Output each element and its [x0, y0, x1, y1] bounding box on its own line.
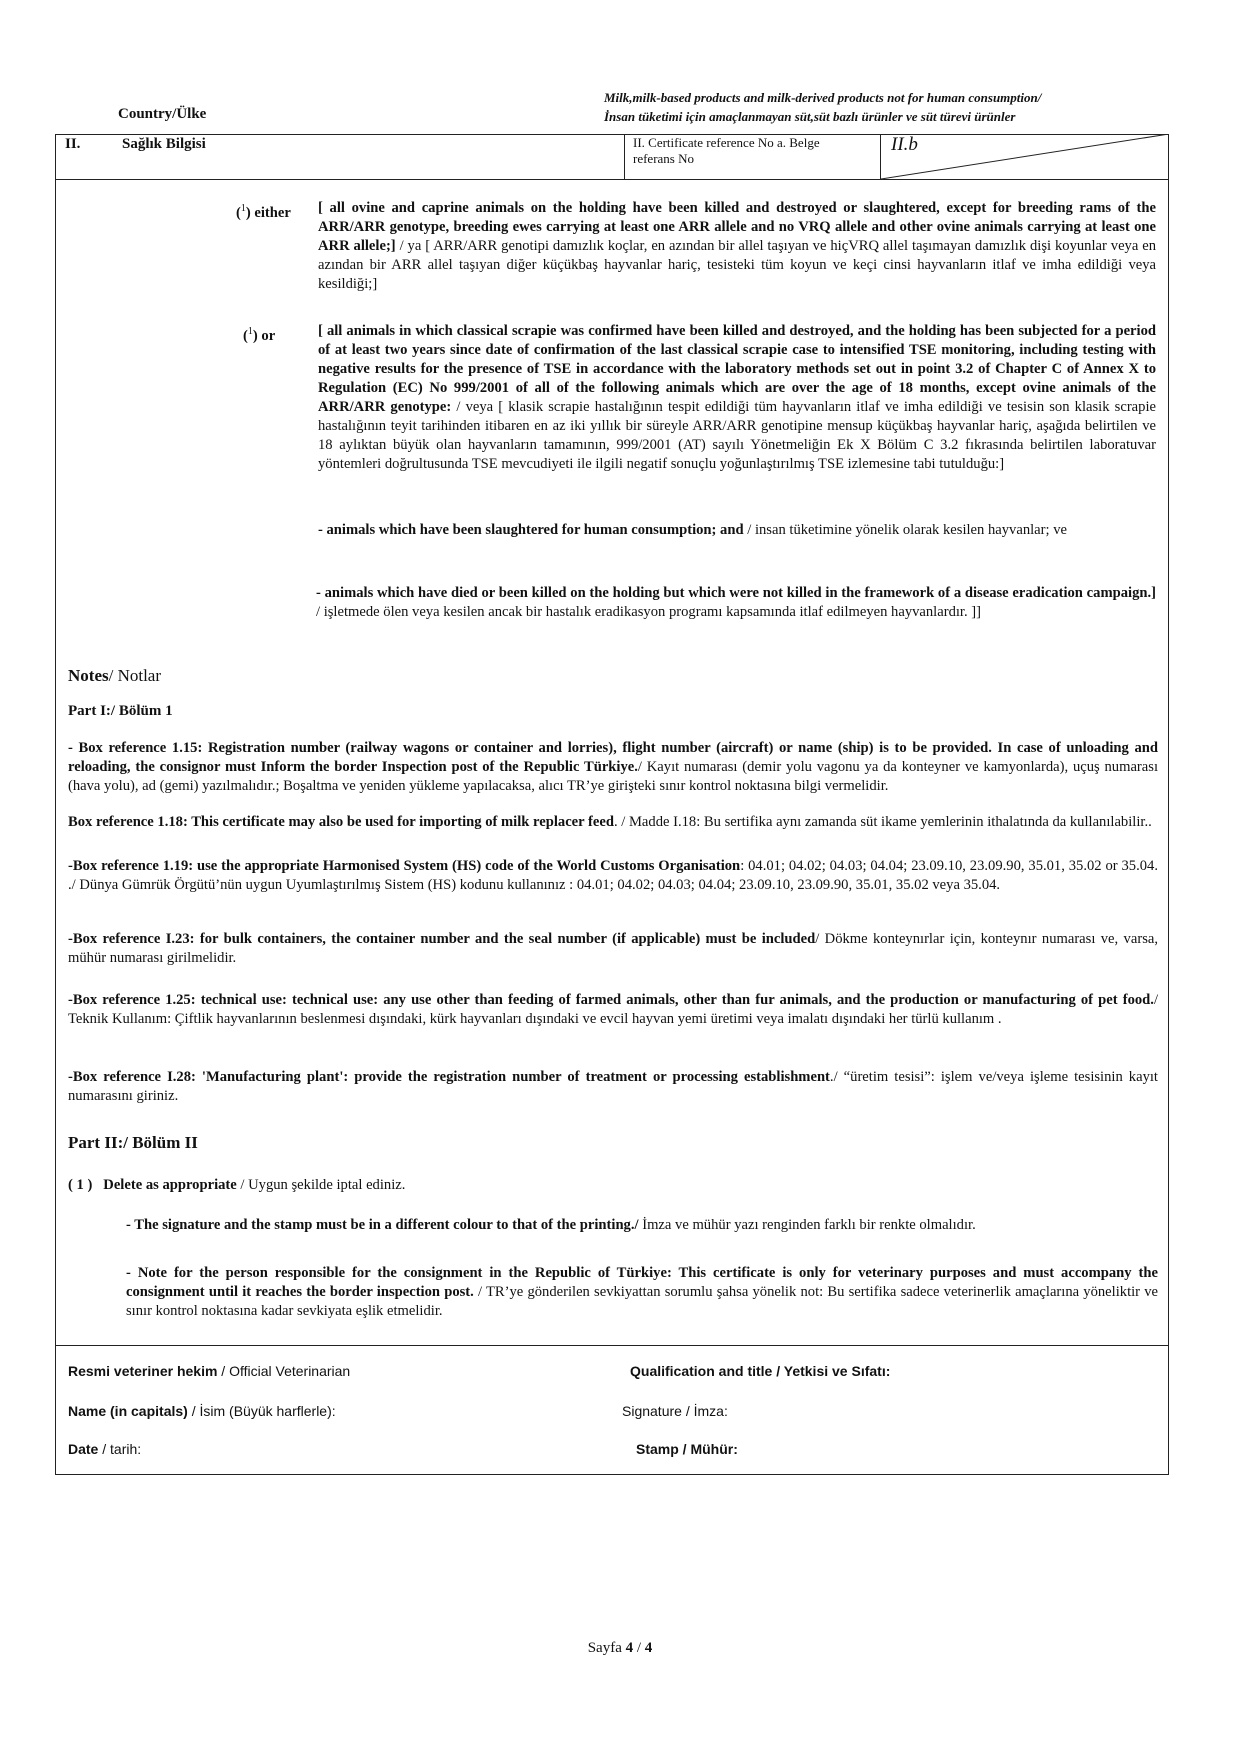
footnote-delete: ( 1 ) Delete as appropriate / Uygun şekilde iptal ediniz. [68, 1177, 406, 1193]
note-box-1-15: - Box reference 1.15: Registration number (railway wagons or container and lorries), flight number (aircraft) or name (ship) is to be provided. In case of unloading and reloading, the consignor must Inform the border Inspection post of the Republic Türkiye./ Kayıt numarası (demir yolu vagonu ya da konteyner ve kamyonlarda), uçuş numarası (hava yolu), ad (gemi) yazılmalıdır.; Boşaltma ve yeniden yükleme yapılacaksa, alıcı TR’ye girişteki sınır kontrol noktasına bilgi vermelidir. [68, 740, 1158, 794]
certificate-title [604, 88, 1164, 126]
country-label: Country/Ülke [118, 106, 207, 122]
title-turkish: İnsan tüketimi için amaçlanmayan süt,süt bazlı ürünler ve süt türevi ürünler [604, 109, 1016, 124]
or-clause-tr: / veya [ klasik scrapie hastalığının tespit edildiği tüm hayvanların itlaf ve imha edildiği ve tesisin son klasik scrapie hastalığının teyit tarihinden itibaren en az iki yıllık bir süreyle ARR/ARR genotipine mensup küçükbaş hayvanlar hariç, aşağıda belirtilen ve 18 aylıktan büyük olan hayvanların tamamının, 999/2001 (AT) sayılı Yönetmeliğin Ek X Bölüm C 3.2 fıkrasında belirtilen laboratuvar yöntemleri doğrultusunda TSE mevcudiyeti ile ilgili negatif sonuçlu yoğunlaştırılmış TSE izlemesine tabi tutulduğu:] [318, 399, 1156, 472]
date-label: Date / tarih: [68, 1441, 142, 1457]
section-title-cell [55, 134, 625, 179]
diagonal-line [881, 134, 1169, 179]
or-clause-en: [ all animals in which classical scrapie was confirmed have been killed and destroyed, and the holding has been subjected for a period of at least two years since date of confirmation of the last classical scrapie case to intensified TSE monitoring, including testing with negative results for the presence of TSE in accordance with the laboratory methods set out in point 3.2 of Chapter C of Annex X to Regulation (EC) No 999/2001 of all of the following animals which are over the age of 18 months, except ovine animals of the ARR/ARR genotype: [318, 323, 1156, 415]
note-box-1-28: -Box reference I.28: 'Manufacturing plant': provide the registration number of treatment or processing establishment./ “üretim tesisi”: işlem ve/veya işleme tesisinin kayıt numarasını giriniz. [68, 1069, 1158, 1104]
either-label: ($^1$) either [236, 203, 291, 221]
ref-b-cell [881, 134, 1169, 179]
or-label: ($^1$) or [243, 326, 276, 344]
section-number: II. [65, 136, 81, 152]
note-box-1-19: -Box reference 1.19: use the appropriate Harmonised System (HS) code of the World Customs Organisation: 04.01; 04.02; 04.03; 04.04; 23.09.10, 23.09.90, 35.01, 35.02 or 35.04. ./ Dünya Gümrük Örgütü’nün uygun Uyumlaştırılmış Sistem (HS) kodunu kullanınız : 04.01; 04.02; 04.03; 04.04; 23.09.10, 23.09.90, 35.01, 35.02 veya 35.04. [68, 858, 1158, 893]
official-vet-label: Resmi veteriner hekim / Official Veterinarian [68, 1363, 351, 1379]
either-clause [318, 199, 1156, 294]
notes-heading: Notes/ Notlar [68, 666, 162, 685]
dash-item-slaughtered: - animals which have been slaughtered for human consumption; and / insan tüketimine yönelik olarak kesilen hayvanlar; ve [318, 522, 1067, 538]
either-clause-tr: / ya [ ARR/ARR genotipi damızlık koçlar, en azından bir allel taşıyan ve hiçVRQ allel taşımayan damızlık dişi koyunlar veya en azından bir ARR allel taşıyan diğer küçükbaş hayvanlar hariç, tesisteki tüm koyun ve keçi cinsi hayvanların itlaf ve imha edildiği veya kesildiği;] [318, 238, 1157, 292]
page-total: 4 [644, 1640, 653, 1656]
cert-ref-label: II. Certificate reference No a. Belge referans No [633, 135, 820, 166]
note-box-1-18: Box reference 1.18: This certificate may also be used for importing of milk replacer feed. / Madde I.18: Bu sertifika aynı zamanda süt ikame yemlerinin ithalatında da kullanılabilir.. [68, 814, 1152, 830]
part1-heading: Part I:/ Bölüm 1 [68, 703, 173, 719]
page-number: 4 [625, 1640, 634, 1656]
name-label: Name (in capitals) / İsim (Büyük harflerle): [68, 1403, 336, 1419]
either-clause-en: [ all ovine and caprine animals on the holding have been killed and destroyed or slaughtered, except for breeding rams of the ARR/ARR genotype, breeding ewes carrying at least one ARR allele and no VRQ allele and other ovine animals carrying at least one ARR allele;] [318, 200, 1156, 254]
section-header-row [55, 134, 1169, 180]
sayfa-label: Sayfa [587, 1640, 622, 1656]
signature-divider [55, 1345, 1169, 1346]
dash-item-died: - animals which have died or been killed on the holding but which were not killed in the framework of a disease eradication campaign.] / işletmede ölen veya kesilen ancak bir hastalık eradikasyon programı kapsamında itlaf edilmeyen hayvanlardır. ]] [316, 585, 1156, 620]
cert-ref-cell [625, 134, 881, 179]
part2-heading: Part II:/ Bölüm II [68, 1133, 198, 1152]
note-box-1-25: -Box reference 1.25: technical use: technical use: any use other than feeding of farmed animals, other than fur animals, and the production or manufacturing of pet food./ Teknik Kullanım: Çiftlik hayvanlarının beslenmesi dışındaki, kürk hayvanları dışındaki ve evcil hayvan yemi üretimi veya imalatı dışındaki her türlü kullanım . [68, 992, 1158, 1027]
note-responsible-person: - Note for the person responsible for the consignment in the Republic of Türkiye: This certificate is only for veterinary purposes and must accompany the consignment until it reaches the border inspection post. / TR’ye gönderilen sevkiyattan sorumlu şahsa yönelik not: Bu sertifika sadece veterinerlik amaçlarına yöneliktir ve sınır kontrol noktasına kadar sevkiyata eşlik etmelidir. [126, 1265, 1158, 1319]
footnote-mark: ( 1 ) [68, 1177, 93, 1193]
page-footer: Sayfa 4 / 4 [587, 1640, 653, 1656]
note-signature-colour: - The signature and the stamp must be in a different colour to that of the printing./ İmza ve mühür yazı renginden farklı bir renkte olmalıdır. [126, 1217, 976, 1233]
ref-b-label: II.b [891, 134, 918, 155]
section-name: Sağlık Bilgisi [122, 136, 206, 152]
title-english: Milk,milk-based products and milk-derived products not for human consumption/ [604, 90, 1042, 105]
or-clause [318, 322, 1156, 474]
note-box-1-23: -Box reference I.23: for bulk containers, the container number and the seal number (if applicable) must be included/ Dökme konteynırlar için, konteynır numarası ve, varsa, mühür numarası girilmelidir. [68, 931, 1158, 966]
stamp-label: Stamp / Mühür: [636, 1441, 738, 1457]
qualification-label: Qualification and title / Yetkisi ve Sıfatı: [630, 1363, 891, 1379]
signature-label: Signature / İmza: [622, 1403, 728, 1419]
